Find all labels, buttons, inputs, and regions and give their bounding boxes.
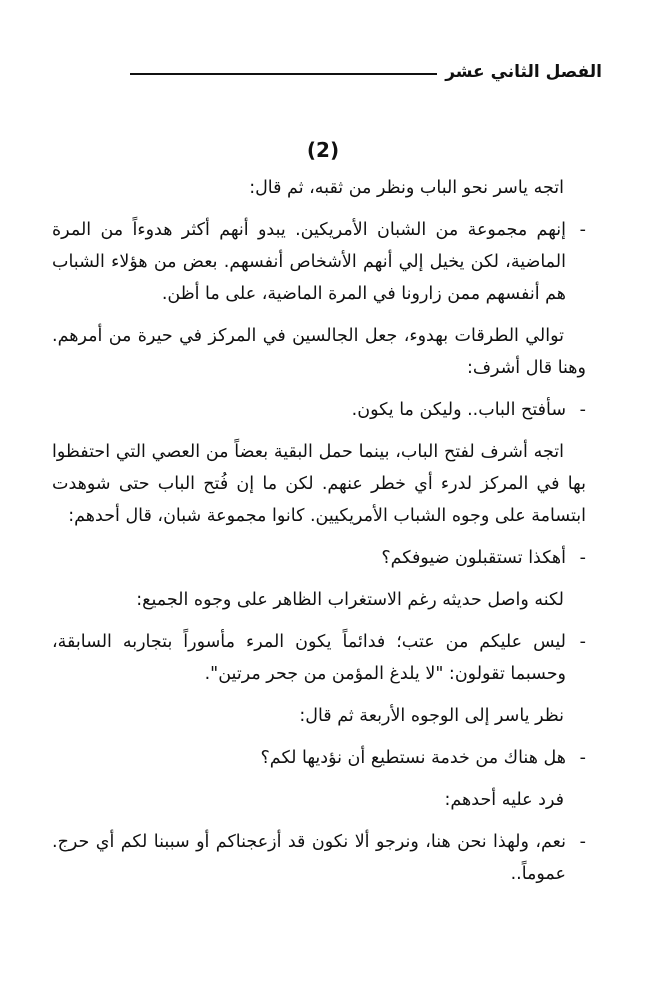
dialogue-text: ليس عليكم من عتب؛ فدائماً يكون المرء مأسوراً بتجاربه السابقة، وحسبما تقولون: "لا يلدغ المؤمن من جحر مرتين". xyxy=(52,632,566,684)
dialogue-dash: - xyxy=(579,220,586,240)
dialogue-dash: - xyxy=(579,400,586,420)
dialogue-line xyxy=(52,214,586,310)
dialogue-dash: - xyxy=(579,832,586,852)
paragraph: اتجه ياسر نحو الباب ونظر من ثقبه، ثم قال: xyxy=(249,178,564,198)
paragraph: فرد عليه أحدهم: xyxy=(444,790,564,810)
paragraph: اتجه أشرف لفتح الباب، بينما حمل البقية بعضاً من العصي التي احتفظوا بها في المركز لدرء أي خطر عنهم. لكن ما إن فُتح الباب حتى شوهدت ابتسامة على وجوه الشباب الأمريكيين. كانوا مجموعة شبان، قال أحدهم: xyxy=(52,442,586,526)
dialogue-line xyxy=(52,742,586,774)
dialogue-line xyxy=(52,394,586,426)
dialogue-dash: - xyxy=(579,632,586,652)
dialogue-dash: - xyxy=(579,748,586,768)
section-number: (2) xyxy=(306,138,340,162)
paragraph: توالي الطرقات بهدوء، جعل الجالسين في المركز في حيرة من أمرهم. وهنا قال أشرف: xyxy=(52,326,586,378)
dialogue-text: هل هناك من خدمة نستطيع أن نؤديها لكم؟ xyxy=(260,748,566,768)
dialogue-text: إنهم مجموعة من الشبان الأمريكين. يبدو أنهم أكثر هدوءاً من المرة الماضية، لكن يخيل إلي أنهم الأشخاص أنفسهم. بعض من هؤلاء الشباب هم أنفسهم ممن زارونا في المرة الماضية، على ما أظن. xyxy=(52,220,566,304)
body-text xyxy=(52,172,586,900)
dialogue-dash: - xyxy=(579,548,586,568)
dialogue-text: نعم، ولهذا نحن هنا، ونرجو ألا نكون قد أزعجناكم أو سببنا لكم أي حرج. عموماً.. xyxy=(52,832,566,884)
dialogue-line xyxy=(52,542,586,574)
page-header xyxy=(130,58,602,86)
dialogue-text: سأفتح الباب.. وليكن ما يكون. xyxy=(351,400,566,420)
dialogue-line xyxy=(52,626,586,690)
dialogue-line xyxy=(52,826,586,890)
dialogue-text: أهكذا تستقبلون ضيوفكم؟ xyxy=(381,548,566,568)
paragraph: لكنه واصل حديثه رغم الاستغراب الظاهر على وجوه الجميع: xyxy=(136,590,564,610)
paragraph: نظر ياسر إلى الوجوه الأربعة ثم قال: xyxy=(299,706,564,726)
chapter-title: الفصل الثاني عشر xyxy=(445,62,602,82)
header-rule xyxy=(130,73,437,75)
